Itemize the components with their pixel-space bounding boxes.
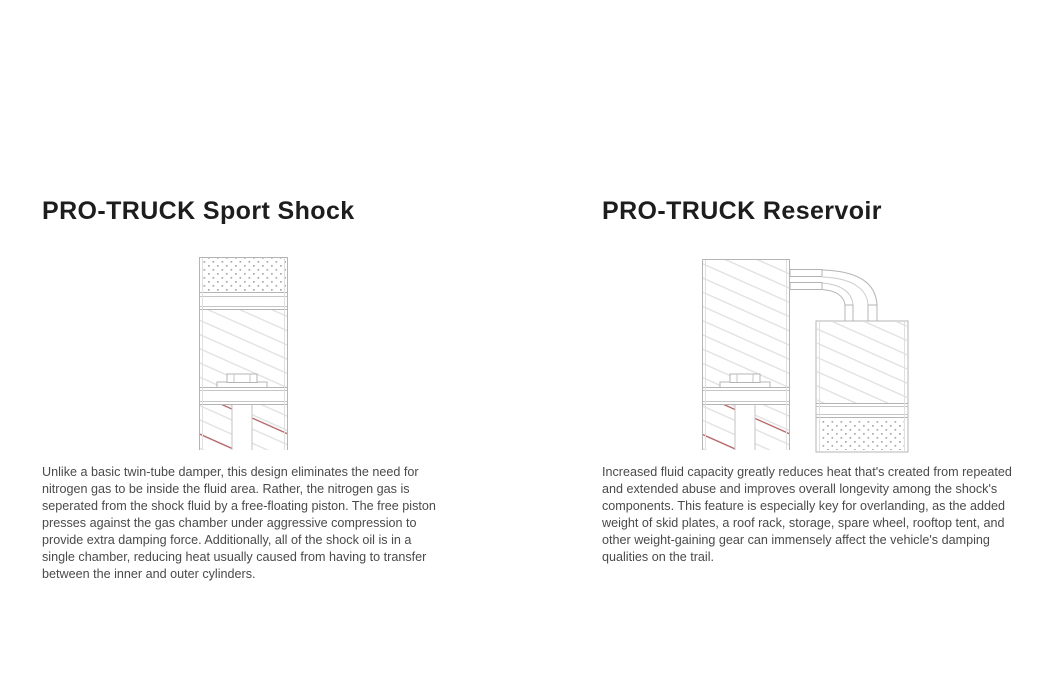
- right-section-heading: PRO-TRUCK Reservoir: [602, 197, 882, 225]
- reservoir-shock-diagram: [700, 256, 912, 456]
- sport-shock-diagram: [198, 256, 290, 456]
- left-section-paragraph: Unlike a basic twin-tube damper, this design eliminates the need for nitrogen gas to be inside the fluid area. Rather, the nitrogen gas is seperated from the shock fluid by a free-floating piston. The free piston presses against the gas chamber under aggressive compression to provide extra damping force. Additionally, all of the shock oil is in a single chamber, reducing heat usually caused from having to transfer between the inner and outer cylinders.: [42, 465, 436, 581]
- reservoir-cross-section-icon: [700, 256, 912, 456]
- right-section-paragraph: Increased fluid capacity greatly reduces heat that's created from repeated and extended abuse and improves overall longevity among the shock's components. This feature is especially key for overlanding, as the added weight of skid plates, a roof rack, storage, spare wheel, rooftop tent, and other weight-gaining gear can immensely affect the vehicle's damping qualities on the trail.: [602, 465, 1012, 564]
- left-section-heading: PRO-TRUCK Sport Shock: [42, 197, 355, 225]
- shock-cross-section-icon: [198, 256, 290, 456]
